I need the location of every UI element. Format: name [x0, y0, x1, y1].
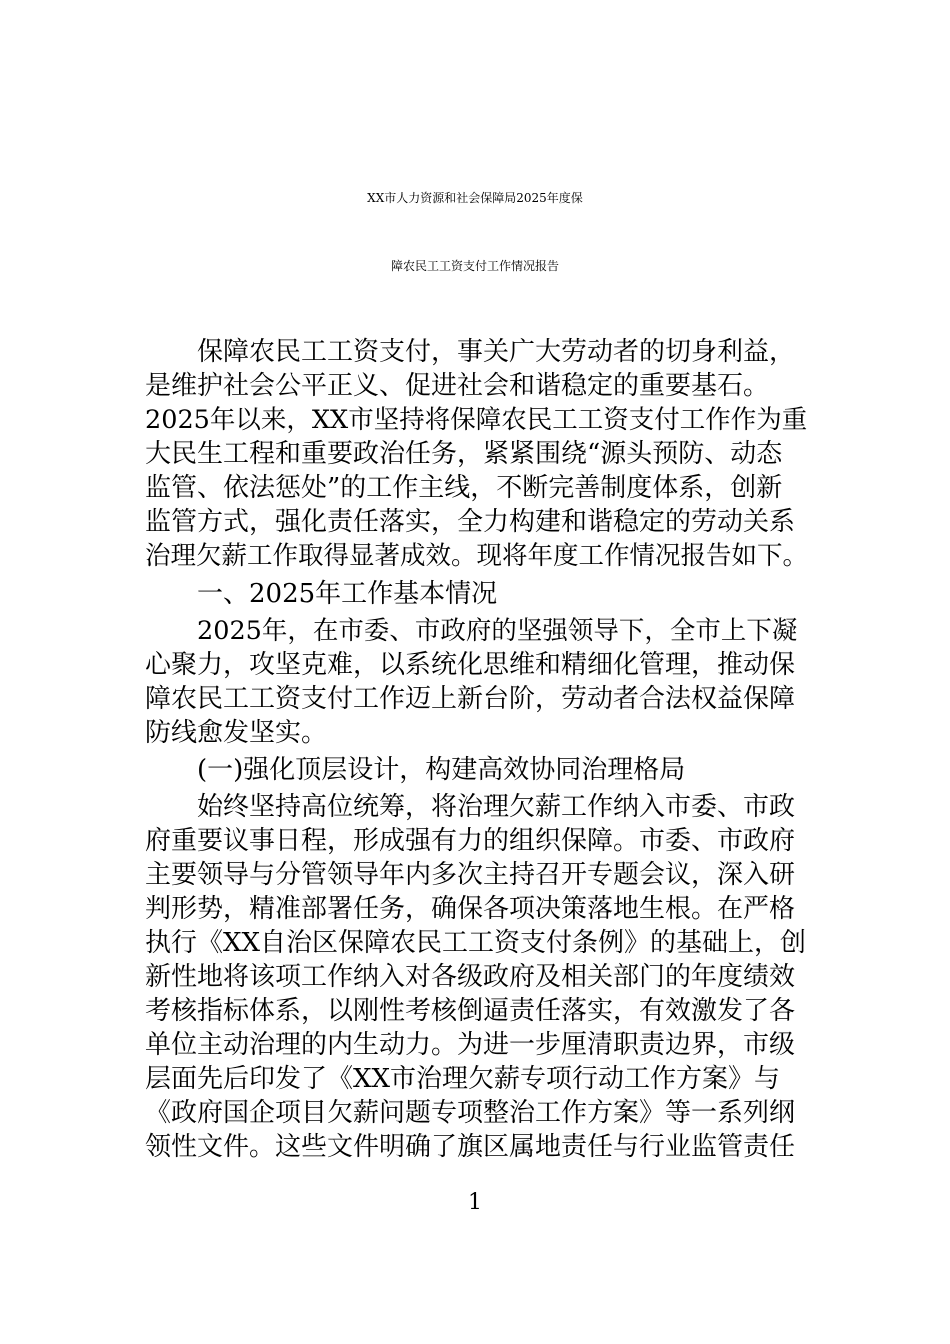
body-line: 新性地将该项工作纳入对各级政府及相关部门的年度绩效 — [145, 962, 796, 992]
body-line: 领性文件。这些文件明确了旗区属地责任与行业监管责任 — [145, 1132, 796, 1162]
body-line: 主要领导与分管领导年内多次主持召开专题会议，深入研 — [145, 860, 796, 890]
body-line: 执行《XX自治区保障农民工工资支付条例》的基础上，创 — [145, 928, 807, 958]
body-line: 监管、依法惩处”的工作主线，不断完善制度体系，创新 — [145, 473, 783, 503]
body-line: 单位主动治理的内生动力。为进一步厘清职责边界，市级 — [145, 1030, 796, 1060]
subsection-heading: (一)强化顶层设计，构建高效协同治理格局 — [197, 755, 686, 785]
body-line: 防线愈发坚实。 — [145, 718, 328, 748]
body-line: 始终坚持高位统筹，将治理欠薪工作纳入市委、市政 — [197, 792, 796, 822]
body-line: 2025年以来，XX市坚持将保障农民工工资支付工作作为重 — [145, 405, 808, 435]
body-line: 治理欠薪工作取得显著成效。现将年度工作情况报告如下。 — [145, 541, 809, 571]
body-line: 判形势，精准部署任务，确保各项决策落地生根。在严格 — [145, 894, 796, 924]
body-line: 层面先后印发了《XX市治理欠薪专项行动工作方案》与 — [145, 1064, 781, 1094]
document-title-line-2: 障农民工工资支付工作情况报告 — [390, 259, 559, 273]
body-line: 是维护社会公平正义、促进社会和谐稳定的重要基石。 — [145, 371, 770, 401]
document-title-line-1: XX市人力资源和社会保障局2025年度保 — [367, 191, 583, 205]
body-line: 保障农民工工资支付，事关广大劳动者的切身利益， — [197, 337, 796, 367]
page-number: 1 — [468, 1190, 482, 1215]
body-line: 障农民工工资支付工作迈上新台阶，劳动者合法权益保障 — [145, 684, 796, 714]
body-line: 考核指标体系，以刚性考核倒逼责任落实，有效激发了各 — [145, 996, 796, 1026]
body-line: 监管方式，强化责任落实，全力构建和谐稳定的劳动关系 — [145, 507, 796, 537]
section-heading: 一、2025年工作基本情况 — [197, 579, 498, 609]
body-line: 心聚力，攻坚克难，以系统化思维和精细化管理，推动保 — [145, 650, 796, 680]
body-line: 府重要议事日程，形成强有力的组织保障。市委、市政府 — [145, 826, 796, 856]
body-line: 《政府国企项目欠薪问题专项整治工作方案》等一系列纲 — [145, 1098, 796, 1128]
body-line: 大民生工程和重要政治任务，紧紧围绕“源头预防、动态 — [145, 439, 783, 469]
body-line: 2025年，在市委、市政府的坚强领导下，全市上下凝 — [197, 616, 798, 646]
